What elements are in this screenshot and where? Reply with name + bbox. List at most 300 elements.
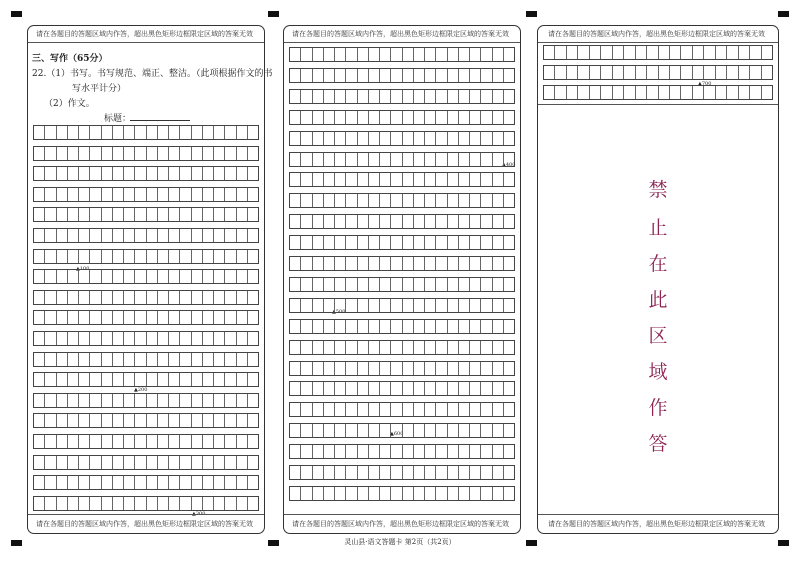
writing-grid-cell[interactable] [57, 270, 68, 283]
writing-grid-cell[interactable] [301, 69, 312, 82]
writing-grid-cell[interactable] [237, 291, 248, 304]
writing-grid-cell[interactable] [135, 188, 146, 201]
writing-grid-cell[interactable] [147, 208, 158, 221]
writing-grid-cell[interactable] [124, 208, 135, 221]
writing-grid-cell[interactable] [358, 320, 369, 333]
writing-grid-cell[interactable] [403, 173, 414, 186]
writing-grid-cell[interactable] [647, 66, 658, 79]
writing-grid-cell[interactable] [79, 167, 90, 180]
writing-grid-cell[interactable] [346, 299, 357, 312]
writing-grid-cell[interactable] [414, 48, 425, 61]
writing-grid-cell[interactable] [727, 66, 738, 79]
writing-grid-cell[interactable] [369, 299, 380, 312]
writing-grid-cell[interactable] [493, 341, 504, 354]
writing-grid-cell[interactable] [380, 362, 391, 375]
writing-grid-cell[interactable] [358, 278, 369, 291]
writing-grid-cell[interactable] [147, 250, 158, 263]
writing-grid-cell[interactable] [391, 69, 402, 82]
writing-grid-cell[interactable] [237, 353, 248, 366]
writing-grid-cell[interactable] [436, 382, 447, 395]
writing-grid-cell[interactable] [346, 466, 357, 479]
writing-grid-cell[interactable] [169, 497, 180, 510]
writing-grid-cell[interactable] [391, 215, 402, 228]
writing-grid-cell[interactable] [225, 332, 236, 345]
writing-grid-cell[interactable] [481, 257, 492, 270]
writing-grid-cell[interactable] [459, 362, 470, 375]
writing-grid-row[interactable] [289, 381, 515, 396]
writing-grid-cell[interactable] [659, 66, 670, 79]
writing-grid-cell[interactable] [248, 167, 258, 180]
writing-grid-cell[interactable] [335, 320, 346, 333]
writing-grid-row[interactable] [289, 423, 515, 438]
writing-grid-cell[interactable] [158, 373, 169, 386]
writing-grid-cell[interactable] [403, 299, 414, 312]
writing-grid-cell[interactable] [45, 167, 56, 180]
writing-grid-cell[interactable] [113, 291, 124, 304]
writing-grid-cell[interactable] [324, 48, 335, 61]
writing-grid-cell[interactable] [425, 132, 436, 145]
writing-grid-cell[interactable] [504, 320, 514, 333]
writing-grid-cell[interactable] [68, 456, 79, 469]
writing-grid-cell[interactable] [158, 167, 169, 180]
writing-grid-cell[interactable] [192, 167, 203, 180]
writing-grid-cell[interactable] [346, 382, 357, 395]
writing-grid-cell[interactable] [380, 173, 391, 186]
writing-grid-cell[interactable] [313, 320, 324, 333]
writing-grid-cell[interactable] [113, 476, 124, 489]
writing-grid-cell[interactable] [68, 435, 79, 448]
writing-grid-cell[interactable] [470, 487, 481, 500]
writing-grid-row[interactable] [289, 214, 515, 229]
writing-grid-cell[interactable] [214, 497, 225, 510]
writing-grid-cell[interactable] [180, 208, 191, 221]
writing-grid-cell[interactable] [448, 466, 459, 479]
writing-grid-cell[interactable] [403, 215, 414, 228]
writing-grid-cell[interactable] [34, 332, 45, 345]
writing-grid-cell[interactable] [68, 332, 79, 345]
writing-grid-cell[interactable] [248, 353, 258, 366]
writing-grid-cell[interactable] [481, 215, 492, 228]
writing-grid-cell[interactable] [425, 90, 436, 103]
writing-grid-cell[interactable] [124, 229, 135, 242]
writing-grid-cell[interactable] [425, 153, 436, 166]
writing-grid-cell[interactable] [79, 250, 90, 263]
writing-grid-cell[interactable] [225, 291, 236, 304]
writing-grid-cell[interactable] [613, 66, 624, 79]
writing-grid-cell[interactable] [237, 270, 248, 283]
writing-grid-cell[interactable] [214, 208, 225, 221]
writing-grid-cell[interactable] [369, 215, 380, 228]
writing-grid-cell[interactable] [504, 257, 514, 270]
writing-grid-cell[interactable] [102, 126, 113, 139]
writing-grid-cell[interactable] [290, 194, 301, 207]
writing-grid-cell[interactable] [403, 90, 414, 103]
writing-grid-cell[interactable] [481, 48, 492, 61]
writing-grid-cell[interactable] [301, 257, 312, 270]
writing-grid-cell[interactable] [670, 86, 681, 99]
writing-grid-cell[interactable] [601, 86, 612, 99]
writing-grid-cell[interactable] [90, 188, 101, 201]
writing-grid-cell[interactable] [414, 132, 425, 145]
writing-grid-row[interactable] [33, 290, 259, 305]
writing-grid-cell[interactable] [192, 250, 203, 263]
writing-grid-cell[interactable] [57, 497, 68, 510]
writing-grid-cell[interactable] [369, 445, 380, 458]
writing-grid-row[interactable] [289, 298, 515, 313]
writing-grid-row[interactable] [33, 249, 259, 264]
writing-grid-cell[interactable] [414, 424, 425, 437]
writing-grid-cell[interactable] [481, 424, 492, 437]
writing-grid-cell[interactable] [481, 466, 492, 479]
writing-grid-row[interactable] [33, 393, 259, 408]
writing-grid-cell[interactable] [324, 132, 335, 145]
writing-grid-cell[interactable] [135, 291, 146, 304]
writing-grid-cell[interactable] [290, 445, 301, 458]
writing-grid-row[interactable] [33, 372, 259, 387]
writing-grid-cell[interactable] [203, 476, 214, 489]
writing-grid-cell[interactable] [158, 229, 169, 242]
writing-grid-cell[interactable] [203, 435, 214, 448]
writing-grid-cell[interactable] [290, 466, 301, 479]
writing-grid-cell[interactable] [391, 445, 402, 458]
writing-grid-cell[interactable] [192, 394, 203, 407]
writing-grid-cell[interactable] [68, 311, 79, 324]
writing-grid-cell[interactable] [102, 270, 113, 283]
writing-grid-cell[interactable] [124, 167, 135, 180]
writing-grid-cell[interactable] [403, 320, 414, 333]
writing-grid-cell[interactable] [158, 353, 169, 366]
writing-grid-cell[interactable] [147, 229, 158, 242]
writing-grid-cell[interactable] [436, 278, 447, 291]
writing-grid-cell[interactable] [313, 173, 324, 186]
writing-grid-cell[interactable] [34, 497, 45, 510]
writing-grid-cell[interactable] [403, 445, 414, 458]
writing-grid-cell[interactable] [158, 311, 169, 324]
writing-grid-cell[interactable] [135, 497, 146, 510]
writing-grid-cell[interactable] [567, 66, 578, 79]
writing-grid-cell[interactable] [248, 291, 258, 304]
writing-grid-cell[interactable] [369, 132, 380, 145]
writing-grid-cell[interactable] [169, 250, 180, 263]
writing-grid-cell[interactable] [459, 257, 470, 270]
writing-grid-cell[interactable] [346, 194, 357, 207]
writing-grid-cell[interactable] [214, 229, 225, 242]
writing-grid-cell[interactable] [391, 341, 402, 354]
writing-grid-cell[interactable] [459, 487, 470, 500]
writing-grid-cell[interactable] [169, 208, 180, 221]
writing-grid-cell[interactable] [203, 229, 214, 242]
writing-grid-cell[interactable] [192, 456, 203, 469]
writing-grid-cell[interactable] [346, 236, 357, 249]
writing-grid-cell[interactable] [237, 188, 248, 201]
writing-grid-cell[interactable] [158, 497, 169, 510]
writing-grid-row[interactable] [289, 172, 515, 187]
writing-grid-cell[interactable] [335, 424, 346, 437]
writing-grid-cell[interactable] [225, 126, 236, 139]
writing-grid-cell[interactable] [436, 215, 447, 228]
writing-grid-cell[interactable] [346, 445, 357, 458]
writing-grid-cell[interactable] [68, 414, 79, 427]
writing-grid-cell[interactable] [380, 90, 391, 103]
writing-grid-cell[interactable] [335, 90, 346, 103]
writing-grid-cell[interactable] [425, 403, 436, 416]
writing-grid-cell[interactable] [68, 229, 79, 242]
writing-grid-cell[interactable] [358, 299, 369, 312]
writing-grid-cell[interactable] [57, 332, 68, 345]
writing-grid-cell[interactable] [369, 320, 380, 333]
writing-grid-cell[interactable] [147, 373, 158, 386]
writing-grid-cell[interactable] [57, 373, 68, 386]
writing-grid-cell[interactable] [380, 194, 391, 207]
writing-grid-cell[interactable] [57, 435, 68, 448]
writing-grid-cell[interactable] [693, 86, 704, 99]
writing-grid-cell[interactable] [225, 353, 236, 366]
writing-grid-row[interactable] [543, 45, 773, 60]
writing-grid-cell[interactable] [346, 424, 357, 437]
writing-grid-cell[interactable] [313, 69, 324, 82]
writing-grid-cell[interactable] [567, 46, 578, 59]
writing-grid-cell[interactable] [380, 132, 391, 145]
writing-grid-cell[interactable] [346, 341, 357, 354]
writing-grid-cell[interactable] [169, 353, 180, 366]
writing-grid-cell[interactable] [470, 320, 481, 333]
writing-grid-cell[interactable] [555, 66, 566, 79]
writing-grid-cell[interactable] [448, 90, 459, 103]
writing-grid-cell[interactable] [493, 278, 504, 291]
writing-grid-cell[interactable] [425, 424, 436, 437]
writing-grid-cell[interactable] [504, 466, 514, 479]
writing-grid-cell[interactable] [135, 456, 146, 469]
writing-grid-cell[interactable] [493, 487, 504, 500]
writing-grid-cell[interactable] [448, 382, 459, 395]
writing-grid-row[interactable] [289, 402, 515, 417]
writing-grid-cell[interactable] [45, 229, 56, 242]
writing-grid-cell[interactable] [414, 153, 425, 166]
writing-grid-cell[interactable] [369, 362, 380, 375]
writing-grid-cell[interactable] [225, 414, 236, 427]
writing-grid-cell[interactable] [102, 414, 113, 427]
writing-grid-cell[interactable] [79, 414, 90, 427]
writing-grid-cell[interactable] [203, 208, 214, 221]
writing-grid-cell[interactable] [301, 341, 312, 354]
writing-grid-cell[interactable] [425, 487, 436, 500]
writing-grid-cell[interactable] [346, 215, 357, 228]
writing-grid-cell[interactable] [135, 332, 146, 345]
writing-grid-cell[interactable] [493, 320, 504, 333]
writing-grid-cell[interactable] [403, 487, 414, 500]
writing-grid-cell[interactable] [391, 320, 402, 333]
writing-grid-cell[interactable] [636, 66, 647, 79]
writing-grid-cell[interactable] [180, 126, 191, 139]
writing-grid-cell[interactable] [34, 147, 45, 160]
writing-grid-cell[interactable] [335, 362, 346, 375]
writing-grid-cell[interactable] [180, 373, 191, 386]
writing-grid-cell[interactable] [102, 497, 113, 510]
writing-grid-cell[interactable] [727, 46, 738, 59]
writing-grid-cell[interactable] [79, 435, 90, 448]
writing-grid-cell[interactable] [470, 194, 481, 207]
writing-grid-cell[interactable] [403, 111, 414, 124]
writing-grid-cell[interactable] [113, 373, 124, 386]
writing-grid-cell[interactable] [248, 147, 258, 160]
writing-grid-cell[interactable] [459, 445, 470, 458]
writing-grid-cell[interactable] [147, 476, 158, 489]
writing-grid-cell[interactable] [481, 194, 492, 207]
writing-grid-cell[interactable] [380, 487, 391, 500]
writing-grid-cell[interactable] [313, 48, 324, 61]
writing-grid-cell[interactable] [369, 236, 380, 249]
writing-grid-cell[interactable] [459, 69, 470, 82]
writing-grid-cell[interactable] [113, 167, 124, 180]
writing-grid-cell[interactable] [544, 86, 555, 99]
writing-grid-cell[interactable] [237, 414, 248, 427]
writing-grid-cell[interactable] [203, 270, 214, 283]
writing-grid-cell[interactable] [647, 46, 658, 59]
writing-grid-row[interactable] [289, 193, 515, 208]
writing-grid-row[interactable] [289, 340, 515, 355]
writing-grid-cell[interactable] [414, 320, 425, 333]
writing-grid-cell[interactable] [358, 215, 369, 228]
writing-grid-cell[interactable] [169, 270, 180, 283]
writing-grid-cell[interactable] [358, 153, 369, 166]
writing-grid-cell[interactable] [237, 229, 248, 242]
writing-grid-cell[interactable] [34, 353, 45, 366]
writing-grid-cell[interactable] [135, 147, 146, 160]
writing-grid-cell[interactable] [493, 90, 504, 103]
writing-grid-cell[interactable] [324, 153, 335, 166]
writing-grid-cell[interactable] [459, 215, 470, 228]
writing-grid-cell[interactable] [414, 173, 425, 186]
writing-grid-cell[interactable] [68, 270, 79, 283]
writing-grid-row[interactable] [33, 475, 259, 490]
writing-grid-cell[interactable] [79, 476, 90, 489]
writing-grid-cell[interactable] [346, 48, 357, 61]
writing-grid-cell[interactable] [369, 69, 380, 82]
writing-grid-cell[interactable] [180, 250, 191, 263]
writing-grid-cell[interactable] [391, 153, 402, 166]
writing-grid-cell[interactable] [45, 188, 56, 201]
writing-grid-cell[interactable] [555, 86, 566, 99]
writing-grid-cell[interactable] [636, 46, 647, 59]
writing-grid-cell[interactable] [448, 257, 459, 270]
writing-grid-cell[interactable] [459, 90, 470, 103]
writing-grid-cell[interactable] [324, 111, 335, 124]
writing-grid-cell[interactable] [203, 311, 214, 324]
writing-grid-cell[interactable] [504, 69, 514, 82]
writing-grid-cell[interactable] [34, 126, 45, 139]
writing-grid-cell[interactable] [113, 497, 124, 510]
writing-grid-cell[interactable] [493, 424, 504, 437]
writing-grid-cell[interactable] [248, 435, 258, 448]
writing-grid-cell[interactable] [90, 497, 101, 510]
writing-grid-cell[interactable] [380, 341, 391, 354]
writing-grid-cell[interactable] [135, 126, 146, 139]
writing-grid-cell[interactable] [301, 424, 312, 437]
writing-grid-cell[interactable] [313, 132, 324, 145]
writing-grid-cell[interactable] [358, 90, 369, 103]
writing-grid-row[interactable] [289, 256, 515, 271]
writing-grid-cell[interactable] [158, 188, 169, 201]
writing-grid-cell[interactable] [248, 476, 258, 489]
writing-grid-row[interactable] [289, 486, 515, 501]
writing-grid-cell[interactable] [380, 69, 391, 82]
writing-grid-cell[interactable] [180, 229, 191, 242]
writing-grid-cell[interactable] [192, 497, 203, 510]
writing-grid-cell[interactable] [504, 445, 514, 458]
writing-grid-cell[interactable] [225, 270, 236, 283]
writing-grid-cell[interactable] [425, 111, 436, 124]
writing-grid-cell[interactable] [346, 173, 357, 186]
writing-grid-cell[interactable] [470, 111, 481, 124]
writing-grid-cell[interactable] [459, 320, 470, 333]
writing-grid-cell[interactable] [102, 332, 113, 345]
writing-grid-cell[interactable] [448, 153, 459, 166]
writing-grid-cell[interactable] [180, 188, 191, 201]
writing-grid-cell[interactable] [335, 173, 346, 186]
writing-grid-cell[interactable] [192, 229, 203, 242]
writing-grid-cell[interactable] [203, 497, 214, 510]
writing-grid-cell[interactable] [481, 69, 492, 82]
writing-grid-cell[interactable] [324, 362, 335, 375]
writing-grid-cell[interactable] [313, 445, 324, 458]
writing-grid-cell[interactable] [380, 424, 391, 437]
writing-grid-cell[interactable] [203, 250, 214, 263]
writing-grid-cell[interactable] [335, 382, 346, 395]
writing-grid-cell[interactable] [403, 48, 414, 61]
writing-grid-cell[interactable] [169, 332, 180, 345]
writing-grid-cell[interactable] [237, 167, 248, 180]
writing-grid-cell[interactable] [358, 132, 369, 145]
writing-grid-cell[interactable] [158, 435, 169, 448]
writing-grid-cell[interactable] [290, 278, 301, 291]
writing-grid-cell[interactable] [391, 111, 402, 124]
writing-grid-cell[interactable] [681, 66, 692, 79]
writing-grid-cell[interactable] [335, 132, 346, 145]
writing-grid-cell[interactable] [45, 126, 56, 139]
writing-grid-cell[interactable] [45, 414, 56, 427]
writing-grid-row[interactable] [289, 319, 515, 334]
writing-grid-cell[interactable] [34, 456, 45, 469]
writing-grid-cell[interactable] [90, 250, 101, 263]
writing-grid-cell[interactable] [237, 456, 248, 469]
writing-grid-cell[interactable] [380, 257, 391, 270]
writing-grid-cell[interactable] [301, 487, 312, 500]
writing-grid-cell[interactable] [459, 278, 470, 291]
writing-grid-cell[interactable] [425, 215, 436, 228]
writing-grid-cell[interactable] [436, 487, 447, 500]
writing-grid-cell[interactable] [290, 487, 301, 500]
writing-grid-cell[interactable] [79, 208, 90, 221]
writing-grid-cell[interactable] [113, 394, 124, 407]
writing-grid-cell[interactable] [169, 126, 180, 139]
writing-grid-cell[interactable] [192, 353, 203, 366]
writing-grid-cell[interactable] [34, 208, 45, 221]
writing-grid-cell[interactable] [504, 173, 514, 186]
writing-grid-cell[interactable] [448, 236, 459, 249]
writing-grid-cell[interactable] [493, 48, 504, 61]
writing-grid-cell[interactable] [493, 173, 504, 186]
writing-grid-cell[interactable] [313, 278, 324, 291]
writing-grid-cell[interactable] [436, 299, 447, 312]
writing-grid-cell[interactable] [147, 497, 158, 510]
writing-grid-cell[interactable] [624, 46, 635, 59]
writing-grid-cell[interactable] [102, 435, 113, 448]
writing-grid-row[interactable] [33, 125, 259, 140]
writing-grid-cell[interactable] [414, 236, 425, 249]
writing-grid-cell[interactable] [248, 332, 258, 345]
writing-grid-cell[interactable] [481, 132, 492, 145]
writing-grid-cell[interactable] [301, 299, 312, 312]
